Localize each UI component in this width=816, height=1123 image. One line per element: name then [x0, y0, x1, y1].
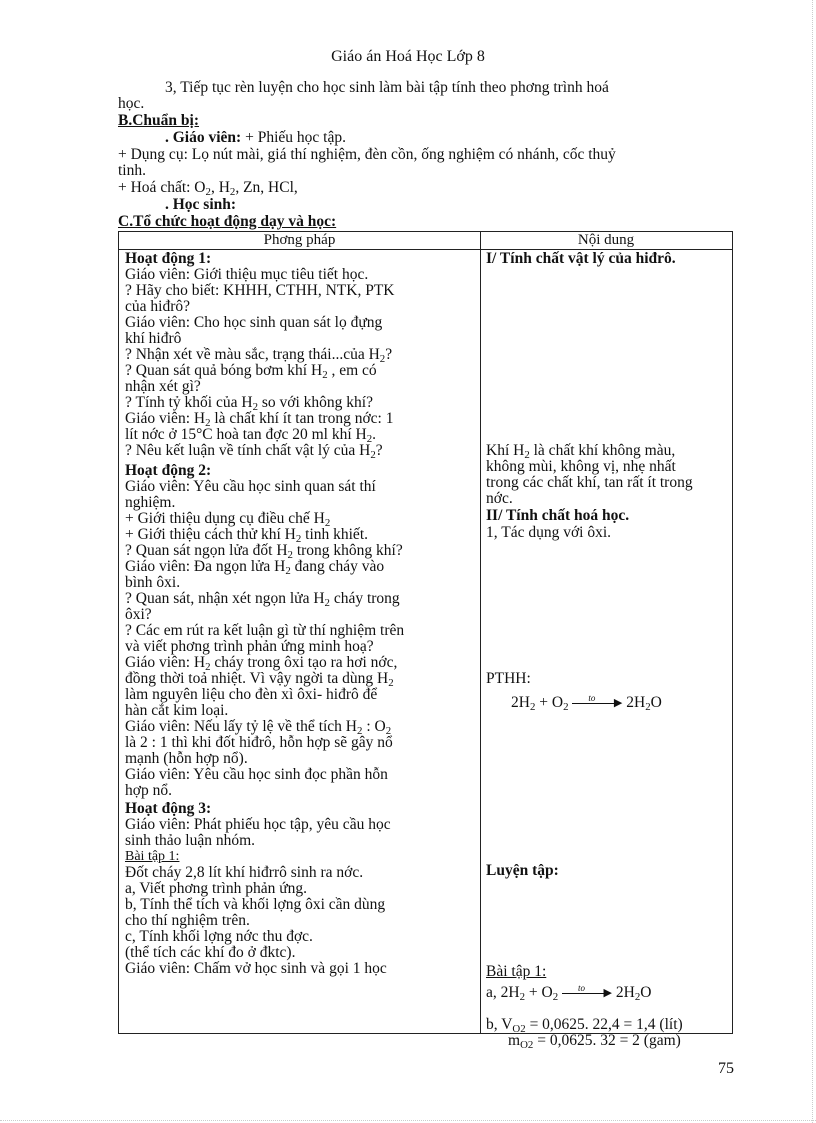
tools-line-2: tinh.: [118, 162, 146, 179]
equation-2: a, $2H_2 + O_2$ to ▶ $2H_2O$: [486, 983, 652, 1003]
text-line: ? Quan sát ngọn lửa đốt $H_2$ trong không khí?: [125, 542, 403, 561]
text-line: ? Tính tỷ khối của $H_2$ so với không khí?: [125, 394, 373, 413]
intro-line-1: 3, Tiếp tục rèn luyện cho học sinh làm bài tập tính theo phơng trình hoá: [165, 79, 609, 96]
text-line: Khí $H_2$ là chất khí không màu,: [486, 442, 676, 461]
text-line: Đốt cháy 2,8 lít khí hiđrrô sinh ra nớc.: [125, 864, 364, 881]
teacher-label: . Giáo viên:: [165, 129, 242, 146]
answer-b-line-2: $m_{O2} = 0,0625$. 32 = 2 (gam): [508, 1032, 681, 1051]
text-line: (thể tích các khí đo ở đktc).: [125, 944, 296, 961]
text-line: nớc.: [486, 490, 513, 507]
text-line: hàn cắt kim loại.: [125, 702, 229, 719]
text-line: Giáo viên: Chấm vở học sinh và gọi 1 học: [125, 960, 387, 977]
student-label: . Học sinh:: [165, 196, 237, 213]
teacher-text: + Phiếu học tập.: [245, 129, 346, 146]
text-line: ? Nhận xét về màu sắc, trạng thái...của $H_2$?: [125, 346, 393, 365]
text-line: Giáo viên: Phát phiếu học tập, yêu cầu học: [125, 816, 391, 833]
text-line: ? Các em rút ra kết luận gì từ thí nghiệm trên: [125, 622, 405, 639]
activity-3-title: Hoạt động 3:: [125, 800, 212, 817]
section-3-heading: Luyện tập:: [486, 862, 559, 879]
prep-heading: B.Chuẩn bị:: [118, 112, 199, 129]
text-line: + Giới thiệu cách thử khí $H_2$ tinh khiết.: [125, 526, 368, 545]
equation-1: $2H_2 + O_2$ to ▶ $2H_2O$: [511, 693, 662, 713]
text-line: 1, Tác dụng với ôxi.: [486, 524, 612, 541]
exercise-label: Bài tập 1:: [125, 849, 180, 864]
text-line: ? Hãy cho biết: KHHH, CTHH, NTK, PTK: [125, 282, 395, 299]
text-line: a, Viết phơng trình phản ứng.: [125, 880, 307, 897]
section-1-heading: I/ Tính chất vật lý của hiđrô.: [486, 250, 676, 267]
text-line: sinh thảo luận nhóm.: [125, 832, 256, 849]
text-line: c, Tính khối lợng nớc thu đợc.: [125, 928, 313, 945]
tools-line-1: + Dụng cụ: Lọ nút mài, giá thí nghiệm, đèn cồn, ống nghiệm có nhánh, cốc thuỷ: [118, 146, 616, 163]
org-heading: C.Tổ chức hoạt động dạy và học:: [118, 213, 337, 230]
col-header-method: Phơng pháp: [263, 232, 336, 248]
text-line: khí hiđrô: [125, 330, 182, 347]
text-line: đồng thời toả nhiệt. Vì vậy ngời ta dùng $H_2$: [125, 670, 394, 689]
chemicals-line: + Hoá chất: $O_2$, $H_2$, Zn, HCl,: [118, 179, 298, 198]
text-line: Giáo viên: Cho học sinh quan sát lọ đựng: [125, 314, 383, 331]
text-line: hợp nổ.: [125, 782, 172, 799]
text-line: của hiđrô?: [125, 298, 190, 315]
text-line: không mùi, không vị, nhẹ nhất: [486, 458, 676, 475]
method-column: [125, 251, 473, 977]
text-line: Giáo viên: $H_2$ là chất khí ít tan trong nớc: 1: [125, 410, 394, 429]
text-line: bình ôxi.: [125, 574, 181, 591]
text-line: trong các chất khí, tan rất ít trong: [486, 474, 693, 491]
right-border: [812, 0, 813, 1123]
text-line: ? Quan sát quả bóng bơm khí $H_2$ , em có: [125, 362, 377, 381]
text-line: Giáo viên: Yêu cầu học sinh quan sát thí: [125, 478, 376, 495]
lesson-table: [118, 231, 733, 1051]
text-line: Giáo viên: Yêu cầu học sinh đọc phần hỗn: [125, 766, 388, 783]
column-divider: [480, 232, 481, 1033]
text-line: lít nớc ở 15°C hoà tan đợc 20 ml khí $H_2$.: [125, 426, 377, 445]
text-line: nhận xét gì?: [125, 378, 201, 395]
page-number: 75: [718, 1060, 734, 1077]
exercise-answer-label: Bài tập 1:: [486, 963, 547, 980]
activity-2-title: Hoạt động 2:: [125, 462, 212, 479]
reaction-arrow-icon: to ▶: [562, 986, 612, 1000]
text-line: ? Quan sát, nhận xét ngọn lửa $H_2$ cháy trong: [125, 590, 400, 609]
reaction-arrow-icon: to ▶: [572, 696, 622, 710]
bottom-border: [0, 1120, 816, 1121]
text-line: Giáo viên: Nếu lấy tỷ lệ về thể tích $H_2$ : $O_2$: [125, 718, 392, 737]
page-header: Giáo án Hoá Học Lớp 8: [331, 48, 485, 65]
text-line: ôxi?: [125, 606, 152, 623]
text-line: Giáo viên: Giới thiệu mục tiêu tiết học.: [125, 266, 369, 283]
text-line: + Giới thiệu dụng cụ điều chế $H_2$: [125, 510, 331, 529]
pthh-label: PTHH:: [486, 670, 531, 687]
text-line: Giáo viên: Đa ngọn lửa $H_2$ đang cháy vào: [125, 558, 385, 577]
text-line: là 2 : 1 thì khi đốt hiđrô, hỗn hợp sẽ gây nổ: [125, 734, 393, 751]
text-line: mạnh (hỗn hợp nổ).: [125, 750, 248, 767]
teacher-prep: [165, 130, 346, 146]
text-line: và viết phơng trình phản ứng minh hoạ?: [125, 638, 374, 655]
text-line: b, Tính thể tích và khối lợng ôxi cần dùng: [125, 896, 386, 913]
text-line: ? Nêu kết luận về tính chất vật lý của $H_2$?: [125, 442, 383, 461]
text-line: Giáo viên: $H_2$ cháy trong ôxi tạo ra hơi nớc,: [125, 654, 398, 673]
intro-line-2: học.: [118, 95, 145, 112]
activity-1-title: Hoạt động 1:: [125, 250, 212, 267]
section-2-heading: II/ Tính chất hoá học.: [486, 507, 630, 524]
answer-b-line-1: b, $V_{O2} = 0,0625$. 22,4 = 1,4 (lít): [486, 1016, 683, 1035]
text-line: nghiệm.: [125, 494, 176, 511]
text-line: làm nguyên liệu cho đèn xì ôxi- hiđrô để: [125, 686, 378, 703]
col-header-content: Nội dung: [577, 232, 635, 248]
text-line: cho thí nghiệm trên.: [125, 912, 250, 929]
